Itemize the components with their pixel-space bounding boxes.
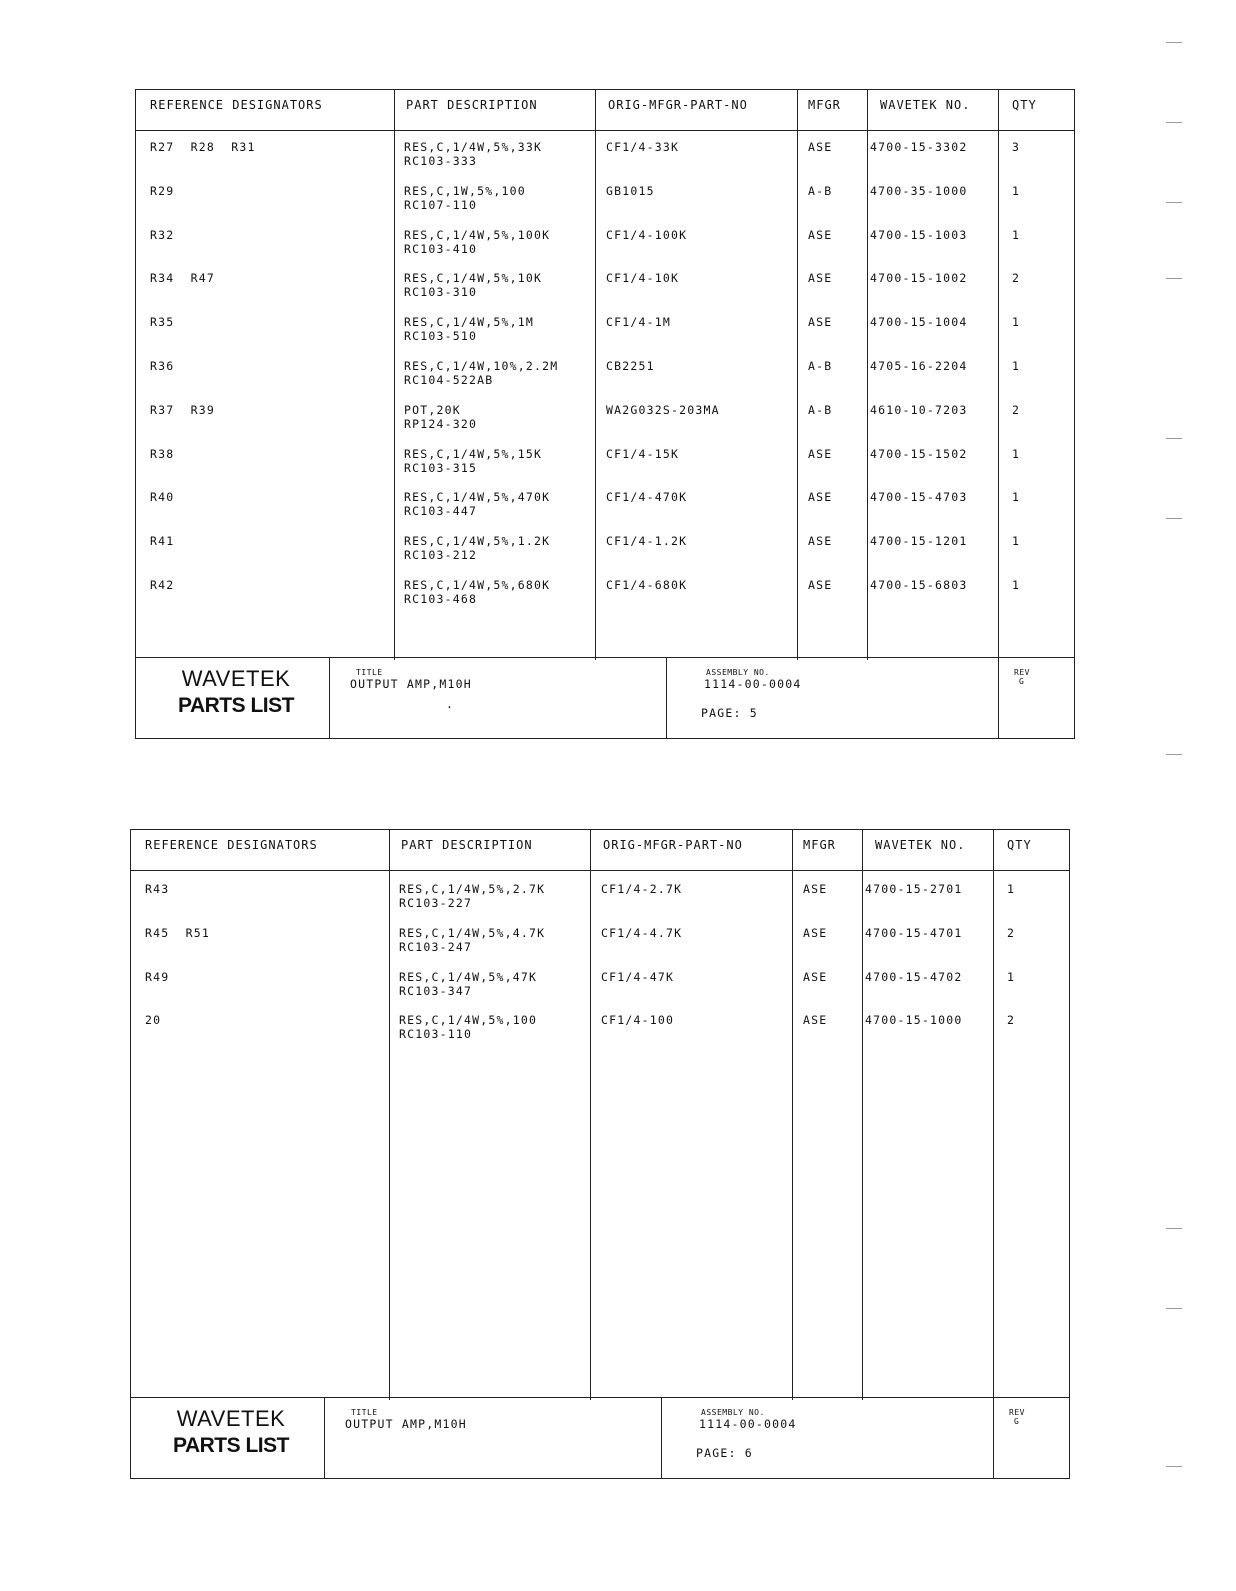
part-description: RES,C,1/4W,5%,15K (404, 447, 543, 461)
header-reference-designators: REFERENCE DESIGNATORS (150, 98, 323, 112)
orig-part-no: GB1015 (606, 184, 655, 198)
part-description-code: RC107-110 (404, 198, 478, 212)
ref-designator: R38 (150, 447, 175, 461)
orig-part-no: CF1/4-100 (601, 1013, 675, 1027)
title-value: OUTPUT AMP,M10H (350, 677, 472, 691)
part-description: POT,20K (404, 403, 461, 417)
ref-designator: R29 (150, 184, 175, 198)
rev-value: G (1019, 677, 1025, 686)
header-orig-mfgr-part-no: ORIG-MFGR-PART-NO (603, 838, 743, 852)
table-row (136, 228, 1074, 268)
table-row (136, 315, 1074, 355)
part-description: RES,C,1/4W,5%,2.7K (399, 882, 546, 896)
wavetek-no: 4700-15-2701 (865, 882, 963, 896)
wavetek-no: 4700-15-4702 (865, 970, 963, 984)
title-block (131, 1397, 1069, 1478)
mfgr: ASE (808, 447, 833, 461)
orig-part-no: CF1/4-100K (606, 228, 688, 242)
mfgr: ASE (808, 490, 833, 504)
mfgr: A-B (808, 184, 833, 198)
table-row (136, 447, 1074, 487)
part-description: RES,C,1/4W,5%,1.2K (404, 534, 551, 548)
ref-designator: R32 (150, 228, 175, 242)
part-description: RES,C,1/4W,5%,470K (404, 490, 551, 504)
part-description: RES,C,1/4W,5%,10K (404, 271, 543, 285)
rev-label: REV (1009, 1408, 1025, 1417)
part-description-code: RC103-310 (404, 285, 478, 299)
wavetek-no: 4700-15-1000 (865, 1013, 963, 1027)
ref-designator: R37 R39 (150, 403, 215, 417)
wavetek-logo (156, 666, 316, 718)
table-row (136, 403, 1074, 443)
orig-part-no: CF1/4-4.7K (601, 926, 683, 940)
table-row (136, 534, 1074, 574)
part-description: RES,C,1/4W,5%,33K (404, 140, 543, 154)
ref-designator: R49 (145, 970, 170, 984)
part-description-code: RC103-410 (404, 242, 478, 256)
part-description-code: RC103-212 (404, 548, 478, 562)
header-part-description: PART DESCRIPTION (406, 98, 538, 112)
title-mark: · (446, 700, 455, 714)
mfgr: A-B (808, 359, 833, 373)
qty: 3 (1012, 140, 1021, 154)
assembly-label: ASSEMBLY NO. (706, 668, 770, 677)
header-wavetek-no: WAVETEK NO. (875, 838, 966, 852)
mfgr: ASE (803, 926, 828, 940)
scan-margin-mark (1166, 42, 1182, 43)
orig-part-no: CF1/4-1.2K (606, 534, 688, 548)
wavetek-no: 4700-15-4701 (865, 926, 963, 940)
part-description-code: RC104-522AB (404, 373, 494, 387)
qty: 2 (1007, 926, 1016, 940)
assembly-value: 1114-00-0004 (699, 1417, 797, 1431)
wavetek-no: 4700-15-4703 (870, 490, 968, 504)
orig-part-no: CF1/4-33K (606, 140, 680, 154)
orig-part-no: CF1/4-680K (606, 578, 688, 592)
header-mfgr: MFGR (803, 838, 836, 852)
qty: 2 (1012, 271, 1021, 285)
qty: 1 (1012, 534, 1021, 548)
ref-designator: R34 R47 (150, 271, 215, 285)
scan-margin-mark (1166, 438, 1182, 439)
orig-part-no: WA2G032S-203MA (606, 403, 720, 417)
part-description: RES,C,1/4W,5%,100K (404, 228, 551, 242)
mfgr: ASE (808, 228, 833, 242)
orig-part-no: CF1/4-47K (601, 970, 675, 984)
qty: 1 (1012, 447, 1021, 461)
part-description: RES,C,1/4W,5%,100 (399, 1013, 538, 1027)
assembly-label: ASSEMBLY NO. (701, 1408, 765, 1417)
mfgr: ASE (808, 578, 833, 592)
scan-margin-mark (1166, 518, 1182, 519)
title-label: TITLE (351, 1408, 378, 1417)
mfgr: ASE (808, 315, 833, 329)
mfgr: ASE (803, 970, 828, 984)
ref-designator: R40 (150, 490, 175, 504)
wavetek-no: 4700-15-1002 (870, 271, 968, 285)
part-description: RES,C,1/4W,5%,680K (404, 578, 551, 592)
wavetek-no: 4700-15-1003 (870, 228, 968, 242)
part-description: RES,C,1W,5%,100 (404, 184, 526, 198)
header-mfgr: MFGR (808, 98, 841, 112)
scan-margin-mark (1166, 754, 1182, 755)
orig-part-no: CF1/4-2.7K (601, 882, 683, 896)
brand-name: WAVETEK (176, 1406, 286, 1431)
ref-designator: R42 (150, 578, 175, 592)
table-row (136, 578, 1074, 618)
table-row (131, 970, 1069, 1010)
qty: 2 (1007, 1013, 1016, 1027)
assembly-value: 1114-00-0004 (704, 677, 802, 691)
part-description-code: RC103-247 (399, 940, 473, 954)
page-number: PAGE: 5 (701, 706, 758, 720)
part-description: RES,C,1/4W,5%,1M (404, 315, 534, 329)
scan-margin-mark (1166, 202, 1182, 203)
scan-margin-mark (1166, 1466, 1182, 1467)
header-qty: QTY (1007, 838, 1032, 852)
ref-designator: 20 (145, 1013, 162, 1027)
mfgr: ASE (808, 271, 833, 285)
wavetek-no: 4700-15-6803 (870, 578, 968, 592)
table-row (136, 359, 1074, 399)
brand-name: WAVETEK (181, 666, 291, 691)
orig-part-no: CF1/4-15K (606, 447, 680, 461)
table-row (131, 1013, 1069, 1053)
mfgr: A-B (808, 403, 833, 417)
qty: 1 (1012, 490, 1021, 504)
orig-part-no: CF1/4-10K (606, 271, 680, 285)
table-row (136, 140, 1074, 180)
mfgr: ASE (803, 882, 828, 896)
table-row (136, 490, 1074, 530)
title-block (136, 657, 1074, 738)
wavetek-no: 4610-10-7203 (870, 403, 968, 417)
parts-list-sheet-page-6 (130, 829, 1070, 1479)
ref-designator: R43 (145, 882, 170, 896)
scan-margin-mark (1166, 1308, 1182, 1309)
header-qty: QTY (1012, 98, 1037, 112)
qty: 1 (1012, 359, 1021, 373)
orig-part-no: CB2251 (606, 359, 655, 373)
qty: 1 (1012, 184, 1021, 198)
table-row (131, 926, 1069, 966)
scan-margin-mark (1166, 122, 1182, 123)
part-description-code: RP124-320 (404, 417, 478, 431)
wavetek-no: 4700-15-1004 (870, 315, 968, 329)
part-description-code: RC103-333 (404, 154, 478, 168)
rev-label: REV (1014, 668, 1030, 677)
part-description-code: RC103-315 (404, 461, 478, 475)
orig-part-no: CF1/4-1M (606, 315, 671, 329)
table-row (136, 271, 1074, 311)
wavetek-no: 4705-16-2204 (870, 359, 968, 373)
qty: 2 (1012, 403, 1021, 417)
header-reference-designators: REFERENCE DESIGNATORS (145, 838, 318, 852)
mfgr: ASE (803, 1013, 828, 1027)
ref-designator: R36 (150, 359, 175, 373)
wavetek-no: 4700-15-1201 (870, 534, 968, 548)
title-value: OUTPUT AMP,M10H (345, 1417, 467, 1431)
header-part-description: PART DESCRIPTION (401, 838, 533, 852)
parts-list-sheet-page-5 (135, 89, 1075, 739)
part-description-code: RC103-110 (399, 1027, 473, 1041)
ref-designator: R35 (150, 315, 175, 329)
rev-value: G (1014, 1417, 1020, 1426)
orig-part-no: CF1/4-470K (606, 490, 688, 504)
table-row (136, 184, 1074, 224)
wavetek-no: 4700-15-3302 (870, 140, 968, 154)
part-description: RES,C,1/4W,5%,47K (399, 970, 538, 984)
parts-list-label: PARTS LIST (178, 694, 294, 717)
page-number: PAGE: 6 (696, 1446, 753, 1460)
mfgr: ASE (808, 534, 833, 548)
part-description: RES,C,1/4W,10%,2.2M (404, 359, 559, 373)
title-label: TITLE (356, 668, 383, 677)
scan-margin-mark (1166, 1228, 1182, 1229)
wavetek-no: 4700-35-1000 (870, 184, 968, 198)
ref-designator: R41 (150, 534, 175, 548)
qty: 1 (1012, 578, 1021, 592)
qty: 1 (1012, 228, 1021, 242)
part-description-code: RC103-468 (404, 592, 478, 606)
part-description-code: RC103-510 (404, 329, 478, 343)
part-description-code: RC103-227 (399, 896, 473, 910)
part-description-code: RC103-347 (399, 984, 473, 998)
wavetek-logo (151, 1406, 311, 1458)
parts-list-label: PARTS LIST (173, 1434, 289, 1457)
part-description-code: RC103-447 (404, 504, 478, 518)
qty: 1 (1007, 882, 1016, 896)
part-description: RES,C,1/4W,5%,4.7K (399, 926, 546, 940)
table-row (131, 882, 1069, 922)
scan-margin-mark (1166, 278, 1182, 279)
ref-designator: R45 R51 (145, 926, 210, 940)
qty: 1 (1012, 315, 1021, 329)
qty: 1 (1007, 970, 1016, 984)
header-orig-mfgr-part-no: ORIG-MFGR-PART-NO (608, 98, 748, 112)
mfgr: ASE (808, 140, 833, 154)
ref-designator: R27 R28 R31 (150, 140, 256, 154)
header-wavetek-no: WAVETEK NO. (880, 98, 971, 112)
wavetek-no: 4700-15-1502 (870, 447, 968, 461)
